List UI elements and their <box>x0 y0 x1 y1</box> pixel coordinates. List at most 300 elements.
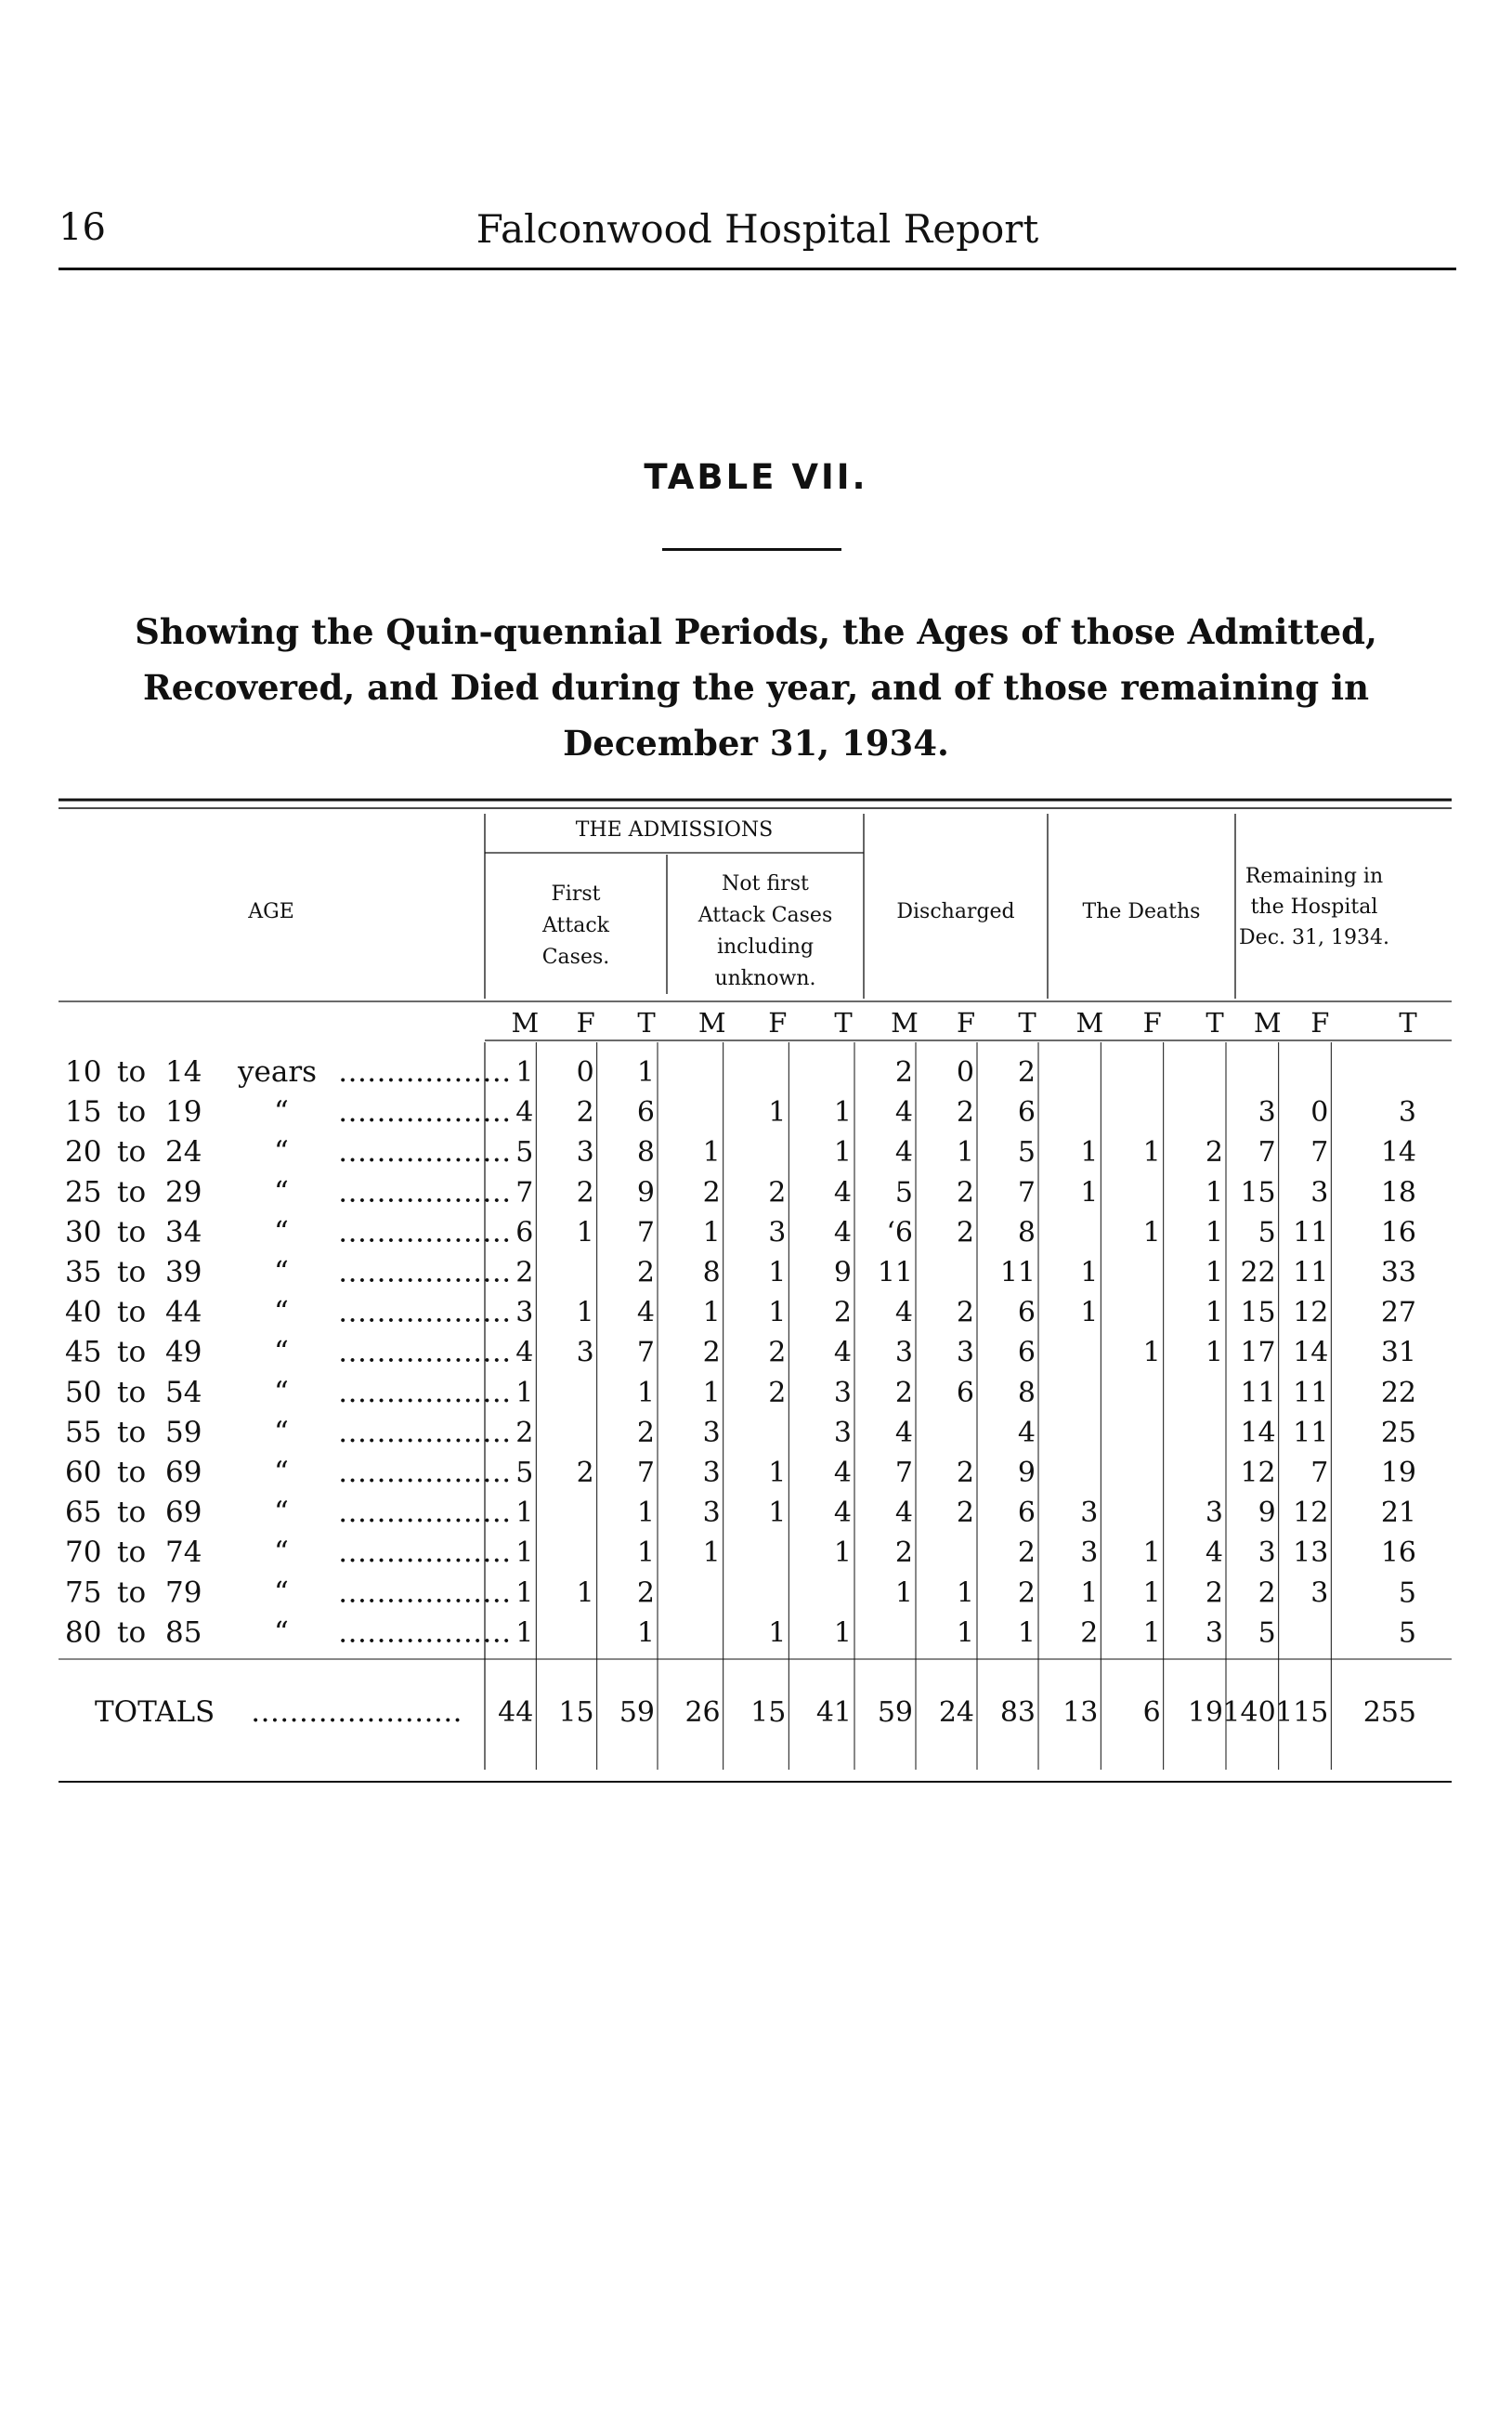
data-cell: 2 <box>956 1096 974 1130</box>
age-from: 60 <box>65 1456 102 1489</box>
subtitle-line: Showing the Quin-quennial Periods, the Ages of those Admitted, <box>135 611 1377 652</box>
data-cell: 1 <box>1205 1216 1223 1249</box>
data-cell: 2 <box>702 1336 721 1369</box>
age-to-word: to <box>117 1135 147 1170</box>
data-cell: 15 <box>1240 1296 1276 1329</box>
data-cell: 1 <box>636 1376 655 1409</box>
data-cell: 4 <box>894 1497 913 1530</box>
data-cell: 1 <box>576 1576 594 1610</box>
age-unit: “ <box>274 1615 289 1650</box>
column-label: F <box>956 1007 976 1039</box>
data-cell: 1 <box>833 1616 852 1650</box>
data-cell: 3 <box>1080 1536 1099 1570</box>
age-from: 30 <box>65 1215 102 1249</box>
data-cell: 3 <box>1310 1176 1329 1210</box>
age-unit: “ <box>274 1536 289 1570</box>
age-heading: AGE <box>248 900 294 923</box>
age-from: 80 <box>65 1615 102 1650</box>
age-to-word: to <box>117 1095 147 1130</box>
total-cell: 140 <box>1222 1696 1276 1729</box>
leader-dots: ․․․․․․․․․․․․․․․․․․ <box>338 1175 512 1210</box>
age-unit: “ <box>274 1375 289 1409</box>
data-cell: 1 <box>956 1136 974 1170</box>
data-cell: 1 <box>576 1216 594 1249</box>
data-cell: 3 <box>768 1216 787 1249</box>
data-cell: 1 <box>1080 1296 1099 1329</box>
data-cell: 1 <box>1205 1256 1223 1289</box>
data-cell: 2 <box>956 1457 974 1489</box>
data-cell: 7 <box>1017 1176 1036 1210</box>
data-cell: 3 <box>702 1416 721 1449</box>
data-cell: 11 <box>1240 1376 1276 1409</box>
age-to-word: to <box>117 1615 147 1650</box>
data-cell: 21 <box>1380 1497 1416 1530</box>
total-cell: 83 <box>999 1696 1036 1729</box>
data-cell: 3 <box>576 1336 594 1369</box>
total-cell: 15 <box>558 1696 594 1729</box>
data-cell: 12 <box>1240 1457 1276 1489</box>
total-cell: 26 <box>684 1696 721 1729</box>
data-cell: 1 <box>1142 1536 1161 1570</box>
data-cell: 14 <box>1380 1136 1416 1170</box>
age-unit: “ <box>274 1576 289 1610</box>
data-cell: ‘6 <box>886 1216 913 1249</box>
age-unit: “ <box>274 1335 289 1369</box>
data-cell: 5 <box>1258 1616 1276 1650</box>
data-cell: 3 <box>1258 1536 1276 1570</box>
data-cell: 6 <box>956 1376 974 1409</box>
data-cell: 8 <box>1017 1216 1036 1249</box>
admissions-heading: THE ADMISSIONS <box>575 818 774 842</box>
data-cell: 8 <box>1017 1376 1036 1409</box>
data-cell: 14 <box>1293 1336 1329 1369</box>
age-unit: years <box>238 1055 318 1089</box>
data-cell: 4 <box>1017 1416 1036 1449</box>
data-cell: 7 <box>1310 1457 1329 1489</box>
data-cell: 2 <box>1017 1056 1036 1089</box>
data-cell: 2 <box>833 1296 852 1329</box>
age-to: 59 <box>165 1415 202 1449</box>
total-cell: 13 <box>1062 1696 1099 1729</box>
column-label: F <box>1310 1007 1330 1039</box>
age-to: 69 <box>165 1496 202 1530</box>
data-cell: 4 <box>1205 1536 1223 1570</box>
data-cell: 3 <box>702 1497 721 1530</box>
data-cell: 3 <box>956 1336 974 1369</box>
age-unit: “ <box>274 1255 289 1289</box>
data-cell: 1 <box>636 1497 655 1530</box>
data-cell: 2 <box>1080 1616 1099 1650</box>
column-label: M <box>1075 1007 1104 1039</box>
data-cell: 1 <box>515 1576 534 1610</box>
data-cell: 1 <box>1142 1616 1161 1650</box>
data-cell: 1 <box>515 1376 534 1409</box>
data-cell: 1 <box>1142 1136 1161 1170</box>
data-cell: 1 <box>1205 1176 1223 1210</box>
leader-dots: ․․․․․․․․․․․․․․․․․․ <box>338 1456 512 1489</box>
data-cell: 11 <box>999 1256 1036 1289</box>
age-to-word: to <box>117 1415 147 1449</box>
data-cell: 2 <box>636 1256 655 1289</box>
data-cell: 5 <box>1398 1616 1416 1650</box>
data-cell: 11 <box>1293 1376 1329 1409</box>
age-unit: “ <box>274 1456 289 1489</box>
group-heading-not-first: including <box>716 935 815 959</box>
leader-dots: ․․․․․․․․․․․․․․․․․․ <box>338 1415 512 1449</box>
data-cell: 1 <box>702 1376 721 1409</box>
age-from: 40 <box>65 1295 102 1329</box>
age-to: 14 <box>165 1055 202 1089</box>
data-cell: 9 <box>833 1256 852 1289</box>
data-cell: 31 <box>1380 1336 1416 1369</box>
data-cell: 6 <box>1017 1336 1036 1369</box>
data-cell: 1 <box>1080 1176 1099 1210</box>
column-label: M <box>511 1007 540 1039</box>
data-cell: 1 <box>833 1136 852 1170</box>
age-from: 55 <box>65 1415 102 1449</box>
age-from: 75 <box>65 1576 102 1610</box>
data-cell: 1 <box>1142 1576 1161 1610</box>
age-to-word: to <box>117 1215 147 1249</box>
age-to-word: to <box>117 1456 147 1489</box>
data-cell: 1 <box>515 1497 534 1530</box>
total-cell: 59 <box>877 1696 913 1729</box>
column-label: M <box>891 1007 919 1039</box>
data-cell: 3 <box>702 1457 721 1489</box>
data-cell: 1 <box>576 1296 594 1329</box>
age-to-word: to <box>117 1536 147 1570</box>
data-cell: 0 <box>956 1056 974 1089</box>
data-cell: 6 <box>515 1216 534 1249</box>
data-cell: 2 <box>702 1176 721 1210</box>
leader-dots: ․․․․․․․․․․․․․․․․․․ <box>338 1576 512 1610</box>
data-cell: 13 <box>1293 1536 1329 1570</box>
data-cell: 2 <box>956 1296 974 1329</box>
leader-dots: ․․․․․․․․․․․․․․․․․․․․․․ <box>251 1695 463 1729</box>
group-heading-discharged: Discharged <box>896 900 1015 923</box>
total-cell: 6 <box>1142 1696 1161 1729</box>
data-cell: 4 <box>894 1416 913 1449</box>
group-heading-not-first: Not first <box>722 872 809 896</box>
data-cell: 4 <box>515 1336 534 1369</box>
data-cell: 22 <box>1240 1256 1276 1289</box>
leader-dots: ․․․․․․․․․․․․․․․․․․ <box>338 1135 512 1170</box>
age-unit: “ <box>274 1496 289 1530</box>
data-cell: 2 <box>768 1176 787 1210</box>
age-from: 65 <box>65 1496 102 1530</box>
data-cell: 7 <box>636 1457 655 1489</box>
data-cell: 19 <box>1380 1457 1416 1489</box>
age-from: 15 <box>65 1095 102 1130</box>
data-cell: 2 <box>1258 1576 1276 1610</box>
age-from: 25 <box>65 1175 102 1210</box>
age-to: 19 <box>165 1095 202 1130</box>
data-cell: 9 <box>1258 1497 1276 1530</box>
data-cell: 4 <box>894 1136 913 1170</box>
data-cell: 1 <box>1080 1136 1099 1170</box>
data-cell: 7 <box>515 1176 534 1210</box>
total-cell: 115 <box>1275 1696 1329 1729</box>
group-heading-first: Attack <box>542 914 609 937</box>
data-cell: 2 <box>956 1176 974 1210</box>
data-cell: 1 <box>636 1056 655 1089</box>
data-cell: 5 <box>1017 1136 1036 1170</box>
age-to-word: to <box>117 1255 147 1289</box>
data-cell: 2 <box>1017 1576 1036 1610</box>
data-cell: 1 <box>515 1056 534 1089</box>
leader-dots: ․․․․․․․․․․․․․․․․․․ <box>338 1496 512 1530</box>
data-cell: 1 <box>1080 1576 1099 1610</box>
age-to: 34 <box>165 1215 202 1249</box>
data-cell: 2 <box>768 1336 787 1369</box>
running-title: Falconwood Hospital Report <box>476 206 1039 252</box>
age-unit: “ <box>274 1415 289 1449</box>
data-cell: 3 <box>1310 1576 1329 1610</box>
age-to-word: to <box>117 1295 147 1329</box>
data-cell: 2 <box>894 1536 913 1570</box>
age-from: 35 <box>65 1255 102 1289</box>
totals-label: TOTALS <box>95 1695 215 1729</box>
data-cell: 9 <box>636 1176 655 1210</box>
data-cell: 7 <box>894 1457 913 1489</box>
data-cell: 17 <box>1240 1336 1276 1369</box>
group-heading-first: Cases. <box>541 946 610 969</box>
leader-dots: ․․․․․․․․․․․․․․․․․․ <box>338 1215 512 1249</box>
age-to-word: to <box>117 1496 147 1530</box>
data-cell: 11 <box>1293 1416 1329 1449</box>
data-cell: 2 <box>636 1576 655 1610</box>
data-cell: 7 <box>1258 1136 1276 1170</box>
data-cell: 1 <box>1080 1256 1099 1289</box>
total-cell: 59 <box>619 1696 655 1729</box>
data-cell: 22 <box>1380 1376 1416 1409</box>
data-cell: 3 <box>1258 1096 1276 1130</box>
data-cell: 11 <box>1293 1216 1329 1249</box>
data-cell: 18 <box>1380 1176 1416 1210</box>
age-to: 44 <box>165 1295 202 1329</box>
age-from: 10 <box>65 1055 102 1089</box>
table-title: TABLE VII. <box>644 457 868 497</box>
data-cell: 1 <box>1017 1616 1036 1650</box>
data-cell: 1 <box>702 1216 721 1249</box>
data-cell: 16 <box>1380 1536 1416 1570</box>
age-to: 85 <box>165 1615 202 1650</box>
age-to: 24 <box>165 1135 202 1170</box>
data-cell: 9 <box>1017 1457 1036 1489</box>
leader-dots: ․․․․․․․․․․․․․․․․․․ <box>338 1536 512 1570</box>
column-label: T <box>637 1007 656 1039</box>
age-unit: “ <box>274 1095 289 1130</box>
data-cell: 1 <box>702 1136 721 1170</box>
total-cell: 24 <box>938 1696 974 1729</box>
data-cell: 1 <box>956 1576 974 1610</box>
data-cell: 2 <box>1205 1136 1223 1170</box>
age-to-word: to <box>117 1175 147 1210</box>
age-unit: “ <box>274 1295 289 1329</box>
data-cell: 4 <box>636 1296 655 1329</box>
column-label: F <box>1142 1007 1162 1039</box>
data-cell: 1 <box>1205 1336 1223 1369</box>
leader-dots: ․․․․․․․․․․․․․․․․․․ <box>338 1255 512 1289</box>
data-cell: 1 <box>702 1296 721 1329</box>
data-cell: 15 <box>1240 1176 1276 1210</box>
age-from: 20 <box>65 1135 102 1170</box>
data-cell: 5 <box>515 1457 534 1489</box>
data-cell: 1 <box>702 1536 721 1570</box>
data-cell: 1 <box>515 1536 534 1570</box>
data-cell: 3 <box>515 1296 534 1329</box>
leader-dots: ․․․․․․․․․․․․․․․․․․ <box>338 1615 512 1650</box>
data-cell: 4 <box>833 1497 852 1530</box>
total-cell: 255 <box>1362 1696 1416 1729</box>
data-cell: 1 <box>1142 1336 1161 1369</box>
data-cell: 3 <box>833 1376 852 1409</box>
data-cell: 1 <box>833 1536 852 1570</box>
data-cell: 2 <box>1205 1576 1223 1610</box>
data-cell: 16 <box>1380 1216 1416 1249</box>
data-cell: 2 <box>515 1256 534 1289</box>
data-cell: 1 <box>1205 1296 1223 1329</box>
data-cell: 2 <box>576 1176 594 1210</box>
data-cell: 1 <box>768 1616 787 1650</box>
data-cell: 2 <box>576 1096 594 1130</box>
group-heading-remaining: the Hospital <box>1250 896 1378 919</box>
age-to: 49 <box>165 1335 202 1369</box>
age-unit: “ <box>274 1215 289 1249</box>
data-cell: 5 <box>894 1176 913 1210</box>
total-cell: 44 <box>498 1696 534 1729</box>
data-cell: 12 <box>1293 1497 1329 1530</box>
subtitle-line: December 31, 1934. <box>563 723 949 764</box>
age-unit: “ <box>274 1135 289 1170</box>
data-cell: 6 <box>636 1096 655 1130</box>
data-cell: 1 <box>768 1457 787 1489</box>
data-cell: 5 <box>1258 1216 1276 1249</box>
column-label: M <box>1253 1007 1282 1039</box>
data-cell: 3 <box>833 1416 852 1449</box>
data-cell: 1 <box>515 1616 534 1650</box>
data-cell: 4 <box>833 1216 852 1249</box>
leader-dots: ․․․․․․․․․․․․․․․․․․ <box>338 1295 512 1329</box>
data-cell: 8 <box>702 1256 721 1289</box>
age-from: 45 <box>65 1335 102 1369</box>
leader-dots: ․․․․․․․․․․․․․․․․․․ <box>338 1335 512 1369</box>
data-cell: 4 <box>833 1176 852 1210</box>
data-cell: 8 <box>636 1136 655 1170</box>
data-cell: 1 <box>636 1536 655 1570</box>
age-to: 54 <box>165 1375 202 1409</box>
data-cell: 5 <box>515 1136 534 1170</box>
data-cell: 14 <box>1240 1416 1276 1449</box>
group-heading-remaining: Remaining in <box>1245 865 1384 888</box>
data-cell: 33 <box>1380 1256 1416 1289</box>
data-cell: 6 <box>1017 1296 1036 1329</box>
leader-dots: ․․․․․․․․․․․․․․․․․․ <box>338 1375 512 1409</box>
column-label: T <box>1206 1007 1224 1039</box>
age-to-word: to <box>117 1055 147 1089</box>
data-cell: 11 <box>1293 1256 1329 1289</box>
data-cell: 25 <box>1380 1416 1416 1449</box>
column-label: M <box>697 1007 726 1039</box>
age-unit: “ <box>274 1175 289 1210</box>
leader-dots: ․․․․․․․․․․․․․․․․․․ <box>338 1095 512 1130</box>
group-heading-not-first: Attack Cases <box>697 904 833 927</box>
age-from: 70 <box>65 1536 102 1570</box>
total-cell: 41 <box>815 1696 852 1729</box>
data-cell: 7 <box>636 1216 655 1249</box>
data-cell: 6 <box>1017 1096 1036 1130</box>
data-cell: 4 <box>833 1457 852 1489</box>
age-to: 79 <box>165 1576 202 1610</box>
data-cell: 2 <box>636 1416 655 1449</box>
subtitle-line: Recovered, and Died during the year, and of those remaining in <box>142 667 1370 708</box>
data-cell: 2 <box>1017 1536 1036 1570</box>
data-cell: 2 <box>515 1416 534 1449</box>
data-cell: 1 <box>768 1296 787 1329</box>
group-heading-deaths: The Deaths <box>1082 900 1201 923</box>
data-cell: 5 <box>1398 1576 1416 1610</box>
data-cell: 3 <box>1398 1096 1416 1130</box>
data-cell: 1 <box>636 1616 655 1650</box>
age-to: 39 <box>165 1255 202 1289</box>
data-cell: 4 <box>894 1296 913 1329</box>
leader-dots: ․․․․․․․․․․․․․․․․․․ <box>338 1055 512 1089</box>
data-cell: 2 <box>768 1376 787 1409</box>
data-cell: 3 <box>576 1136 594 1170</box>
data-cell: 7 <box>636 1336 655 1369</box>
data-cell: 12 <box>1293 1296 1329 1329</box>
data-cell: 0 <box>1310 1096 1329 1130</box>
column-label: T <box>1399 1007 1417 1039</box>
age-from: 50 <box>65 1375 102 1409</box>
total-cell: 15 <box>750 1696 787 1729</box>
data-cell: 1 <box>768 1096 787 1130</box>
column-label: T <box>834 1007 853 1039</box>
age-to-word: to <box>117 1375 147 1409</box>
data-cell: 2 <box>894 1376 913 1409</box>
group-heading-not-first: unknown. <box>714 967 816 990</box>
data-cell: 2 <box>956 1216 974 1249</box>
data-cell: 3 <box>1080 1497 1099 1530</box>
data-cell: 3 <box>894 1336 913 1369</box>
data-cell: 1 <box>768 1256 787 1289</box>
column-label: F <box>768 1007 788 1039</box>
data-cell: 27 <box>1380 1296 1416 1329</box>
data-cell: 1 <box>1142 1216 1161 1249</box>
age-to: 29 <box>165 1175 202 1210</box>
data-cell: 1 <box>956 1616 974 1650</box>
group-heading-first: First <box>551 883 601 906</box>
data-cell: 7 <box>1310 1136 1329 1170</box>
age-to: 69 <box>165 1456 202 1489</box>
data-cell: 2 <box>894 1056 913 1089</box>
data-cell: 2 <box>956 1497 974 1530</box>
column-label: F <box>576 1007 595 1039</box>
data-cell: 0 <box>576 1056 594 1089</box>
age-to-word: to <box>117 1576 147 1610</box>
group-heading-remaining: Dec. 31, 1934. <box>1239 926 1389 949</box>
data-cell: 4 <box>833 1336 852 1369</box>
data-cell: 1 <box>833 1096 852 1130</box>
data-cell: 1 <box>768 1497 787 1530</box>
data-cell: 3 <box>1205 1497 1223 1530</box>
total-cell: 19 <box>1187 1696 1223 1729</box>
data-cell: 1 <box>894 1576 913 1610</box>
data-cell: 11 <box>877 1256 913 1289</box>
data-cell: 4 <box>515 1096 534 1130</box>
data-cell: 2 <box>576 1457 594 1489</box>
age-to: 74 <box>165 1536 202 1570</box>
